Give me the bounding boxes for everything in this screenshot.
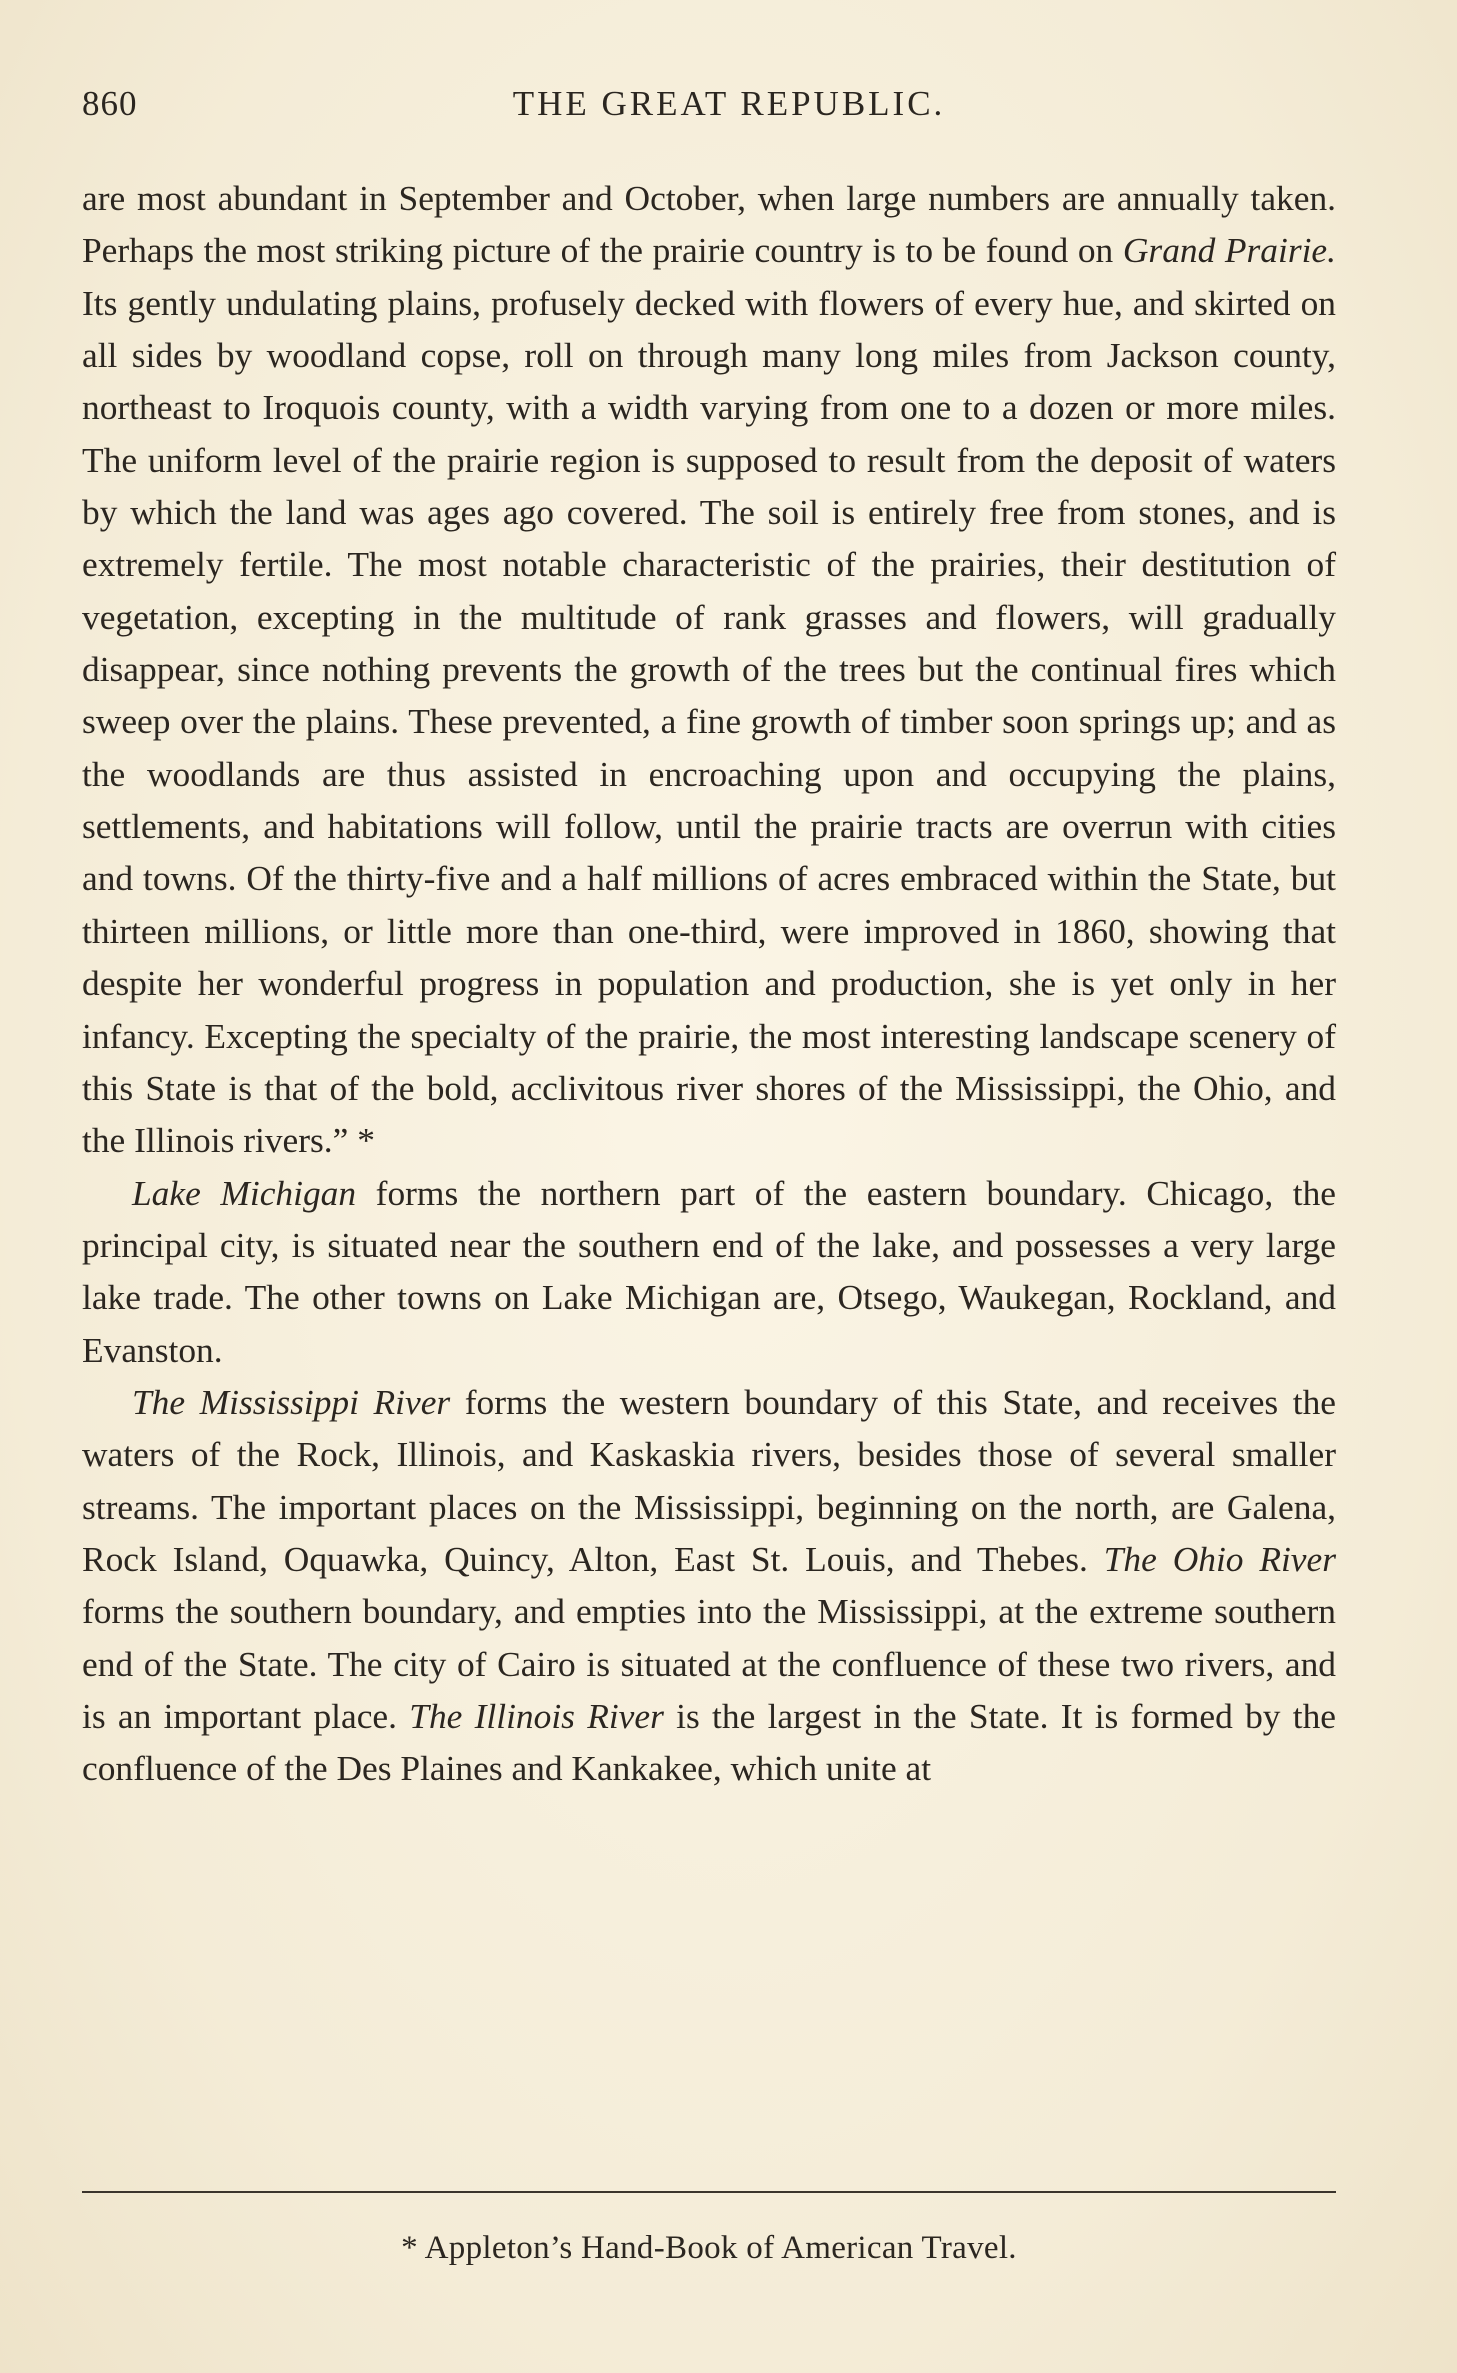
text-run: are most abundant in September and October, when large numbers are annually taken. Perhaps the most striking picture of the prairie country is to be found on: [82, 178, 1336, 271]
body-text: [82, 172, 1336, 1795]
italic-term: Grand Prairie.: [1122, 230, 1336, 271]
italic-term: The Mississippi River: [132, 1381, 451, 1422]
text-run: Its gently undulating plains, profusely decked with flowers of every hue, and skirted on all sides by woodland copse, roll on through many long miles from Jackson county, northeast to Iroquois county, with a width varying from one to a dozen or more miles. The uniform level of the prairie region is supposed to result from the deposit of waters by which the land was ages ago covered. The soil is entirely free from stones, and is extremely fertile. The most notable characteristic of the prairies, their destitution of vegetation, excepting in the multitude of rank grasses and flowers, will gradually disappear, since nothing prevents the growth of the trees but the continual fires which sweep over the plains. These prevented, a fine growth of timber soon springs up; and as the woodlands are thus assisted in encroaching upon and occupying the plains, settlements, and habitations will follow, until the prairie tracts are overrun with cities and towns. Of the thirty-five and a half millions of acres embraced within the State, but thirteen millions, or little more than one-third, were improved in 1860, showing that despite her wonderful progress in population and production, she is yet only in her infancy. Excepting the specialty of the prairie, the most interesting landscape scenery of this State is that of the bold, acclivitous river shores of the Mississippi, the Ohio, and the Illinois rivers.” *: [82, 282, 1336, 1161]
footnote: * Appleton’s Hand-Book of American Travel.: [401, 2230, 1017, 2266]
page-header-title: THE GREAT REPUBLIC.: [512, 84, 946, 123]
page-number: 860: [82, 84, 138, 123]
italic-term: The Illinois River: [409, 1695, 664, 1736]
text-run: forms the northern part of the eastern boundary. Chicago, the principal city, is situated near the southern end of the lake, and possesses a very large lake trade. The other towns on Lake Michigan are, Otsego, Waukegan, Rockland, and Evanston.: [82, 1172, 1337, 1370]
text-run: is the largest in the State. It is formed by the confluence of the Des Plaines and Kankakee, which unite at: [82, 1695, 1336, 1789]
italic-term: The Ohio River: [1103, 1538, 1336, 1579]
body-paragraph: [82, 1376, 1336, 1795]
body-paragraph: [82, 172, 1336, 1167]
footnote-divider: [82, 2191, 1336, 2193]
text-run: forms the southern boundary, and empties into the Mississippi, at the extreme southern end of the State. The city of Cairo is situated at the confluence of these two rivers, and is an important place.: [82, 1591, 1336, 1736]
body-paragraph: [82, 1167, 1336, 1376]
text-run: forms the western boundary of this State, and receives the waters of the Rock, Illinois, and Kaskaskia rivers, besides those of several smaller streams. The important places on the Mississippi, beginning on the north, are Galena, Rock Island, Oquawka, Quincy, Alton, East St. Louis, and Thebes.: [82, 1381, 1337, 1579]
running-head: [82, 84, 1340, 144]
italic-term: Lake Michigan: [132, 1172, 357, 1213]
